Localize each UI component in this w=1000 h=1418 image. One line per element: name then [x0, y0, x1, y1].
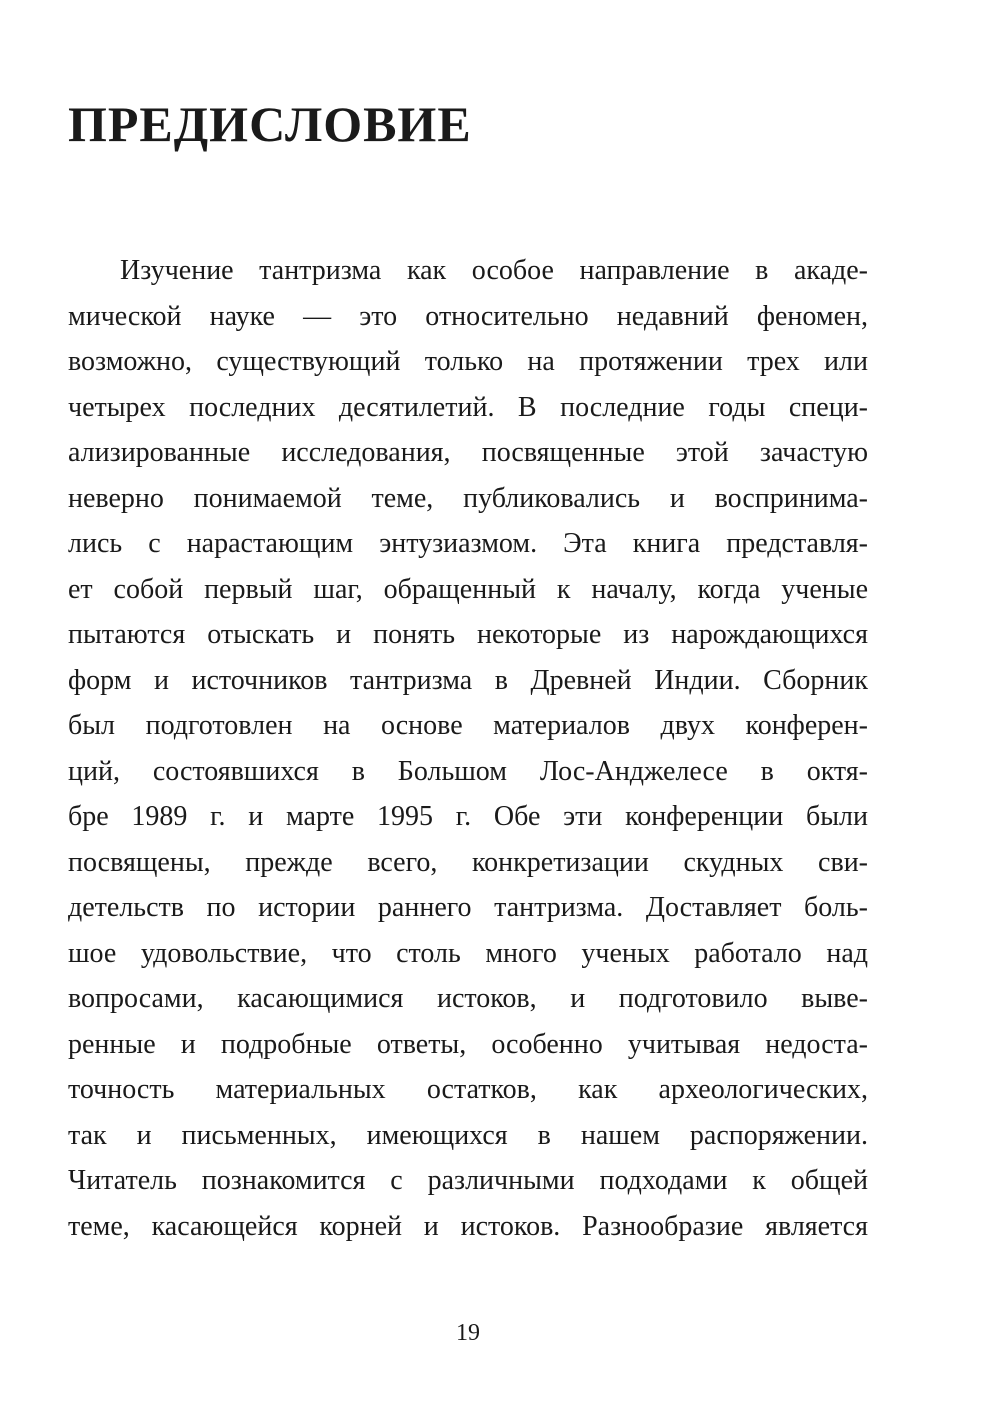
text-line: ет собой первый шаг, обращенный к началу, когда ученые: [68, 573, 868, 605]
text-line: неверно понимаемой теме, публиковались и воспринима-: [68, 482, 868, 514]
text-line: Читатель познакомится с различными подходами к общей: [68, 1165, 868, 1196]
text-line: ренные и подробные ответы, особенно учитывая недоста-: [68, 1028, 868, 1060]
text-line: детельств по истории раннего тантризма. Доставляет боль-: [68, 892, 868, 923]
text-line: вопросами, касающимися истоков, и подготовило выве-: [68, 983, 868, 1014]
text-line: посвящены, прежде всего, конкретизации скудных сви-: [68, 846, 868, 878]
text-line: четырех последних десятилетий. В последние годы специ-: [68, 391, 868, 423]
page-title: ПРЕДИСЛОВИЕ: [68, 96, 472, 152]
text-line: шое удовольствие, что столь много ученых работало над: [68, 937, 868, 969]
text-line: так и письменных, имеющихся в нашем распоряжении.: [68, 1119, 868, 1151]
text-line: форм и источников тантризма в Древней Индии. Сборник: [68, 664, 868, 696]
text-line: возможно, существующий только на протяжении трех или: [68, 346, 868, 377]
preface-paragraph: [68, 248, 868, 1249]
text-line: мической науке — это относительно недавний феномен,: [68, 300, 868, 332]
text-line: Изучение тантризма как особое направление в акаде-: [120, 255, 868, 286]
page-number: 19: [456, 1320, 480, 1346]
text-line: ций, состоявшихся в Большом Лос-Анджелесе в октя-: [68, 755, 868, 787]
text-line: лись с нарастающим энтузиазмом. Эта книга представля-: [68, 528, 868, 559]
text-line: бре 1989 г. и марте 1995 г. Обе эти конференции были: [68, 801, 868, 832]
text-line: пытаются отыскать и понять некоторые из нарождающихся: [68, 619, 868, 650]
text-line: теме, касающейся корней и истоков. Разнообразие является: [68, 1210, 868, 1242]
text-line: был подготовлен на основе материалов двух конферен-: [68, 710, 868, 741]
text-line: ализированные исследования, посвященные этой зачастую: [68, 437, 868, 468]
text-line: точность материальных остатков, как археологических,: [68, 1074, 868, 1105]
